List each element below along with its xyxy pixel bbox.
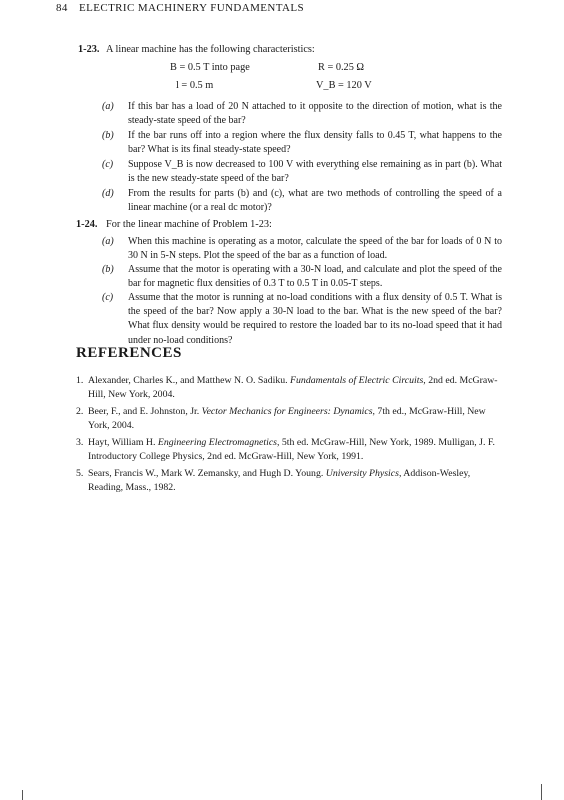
part-1-23-d: [102, 187, 502, 215]
part-1-24-b: [102, 263, 502, 291]
part-text: Assume that the motor is running at no-load conditions with a flux density of 0.5 T. What is the speed of the bar? Now apply a 30-N load to the bar. What is the new speed of the bar? What flux density would be required to restore the loaded bar to its no-load speed that it had under no-load conditions?: [128, 292, 502, 346]
reference-number: 5.: [76, 468, 84, 479]
page-number: 84: [56, 2, 68, 14]
char-b: B = 0.5 T into page: [170, 62, 250, 73]
problem-intro: A linear machine has the following characteristics:: [106, 44, 315, 55]
part-text: Suppose V_B is now decreased to 100 V with everything else remaining as in part (b). What is the new steady-state speed of the bar?: [128, 159, 502, 185]
reference-number: 1.: [76, 375, 84, 386]
part-label: (a): [102, 236, 114, 247]
reference-text: Hayt, William H. Engineering Electromagnetics, 5th ed. McGraw-Hill, New York, 1989. Mulligan, J. F. Introductory College Physics, 2nd ed. McGraw-Hill, New York, 1991.: [88, 437, 495, 462]
part-label: (b): [102, 130, 114, 141]
reference-title: Vector Mechanics for Engineers: Dynamics: [201, 406, 373, 417]
part-1-23-c: [102, 158, 502, 186]
reference-number: 3.: [76, 437, 84, 448]
references-heading: REFERENCES: [76, 345, 182, 361]
reference-number: 2.: [76, 406, 84, 417]
scan-edge-mark: [541, 784, 542, 800]
reference-text: Beer, F., and E. Johnston, Jr. Vector Mechanics for Engineers: Dynamics, 7th ed., McGraw-Hill, New York, 2004.: [88, 406, 486, 431]
reference-title: Engineering Electromagnetics: [157, 437, 277, 448]
part-1-23-b: [102, 129, 502, 157]
char-r: R = 0.25 Ω: [318, 62, 365, 73]
running-head: [56, 2, 304, 14]
running-title: ELECTRIC MACHINERY FUNDAMENTALS: [78, 2, 304, 14]
reference-text: Alexander, Charles K., and Matthew N. O. Sadiku. Fundamentals of Electric Circuits, 2nd ed. McGraw-Hill, New York, 2004.: [88, 375, 498, 400]
part-label: (c): [102, 292, 114, 303]
problem-number: 1-23.: [78, 44, 100, 55]
char-vb: V_B = 120 V: [316, 80, 372, 91]
part-label: (b): [102, 264, 114, 275]
char-l: l = 0.5 m: [176, 80, 214, 91]
reference-title: Fundamentals of Electric Circuits: [290, 375, 424, 386]
scan-edge-mark: [22, 790, 23, 800]
part-text: From the results for parts (b) and (c), what are two methods of controlling the speed of a linear machine (or a real dc motor)?: [128, 188, 502, 214]
part-label: (a): [102, 101, 114, 112]
part-label: (d): [102, 188, 114, 199]
problem-number: 1-24.: [76, 219, 98, 230]
part-text: If the bar runs off into a region where the flux density falls to 0.45 T, what happens to the bar? What is its final steady-state speed?: [128, 130, 502, 156]
problem-1-23-intro: [78, 42, 508, 57]
reference-text: Sears, Francis W., Mark W. Zemansky, and Hugh D. Young. University Physics, Addison-Wesley, Reading, Mass., 1982.: [88, 468, 471, 493]
reference-title: University Physics: [325, 468, 399, 479]
part-label: (c): [102, 159, 114, 170]
part-text: When this machine is operating as a motor, calculate the speed of the bar for loads of 0 N to 30 N in 5-N steps. Plot the speed of the bar as a function of load.: [128, 236, 502, 262]
problem-intro: For the linear machine of Problem 1-23:: [106, 219, 272, 230]
part-text: If this bar has a load of 20 N attached to it opposite to the direction of motion, what is the steady-state speed of the bar?: [128, 101, 502, 127]
part-text: Assume that the motor is operating with a 30-N load, and calculate and plot the speed of the bar for magnetic flux densities of 0.3 T to 0.5 T in 0.05-T steps.: [128, 264, 502, 290]
problem-1-24-intro: [76, 217, 506, 232]
part-1-24-c: [102, 291, 502, 348]
part-1-23-a: [102, 100, 502, 128]
part-1-24-a: [102, 235, 502, 263]
